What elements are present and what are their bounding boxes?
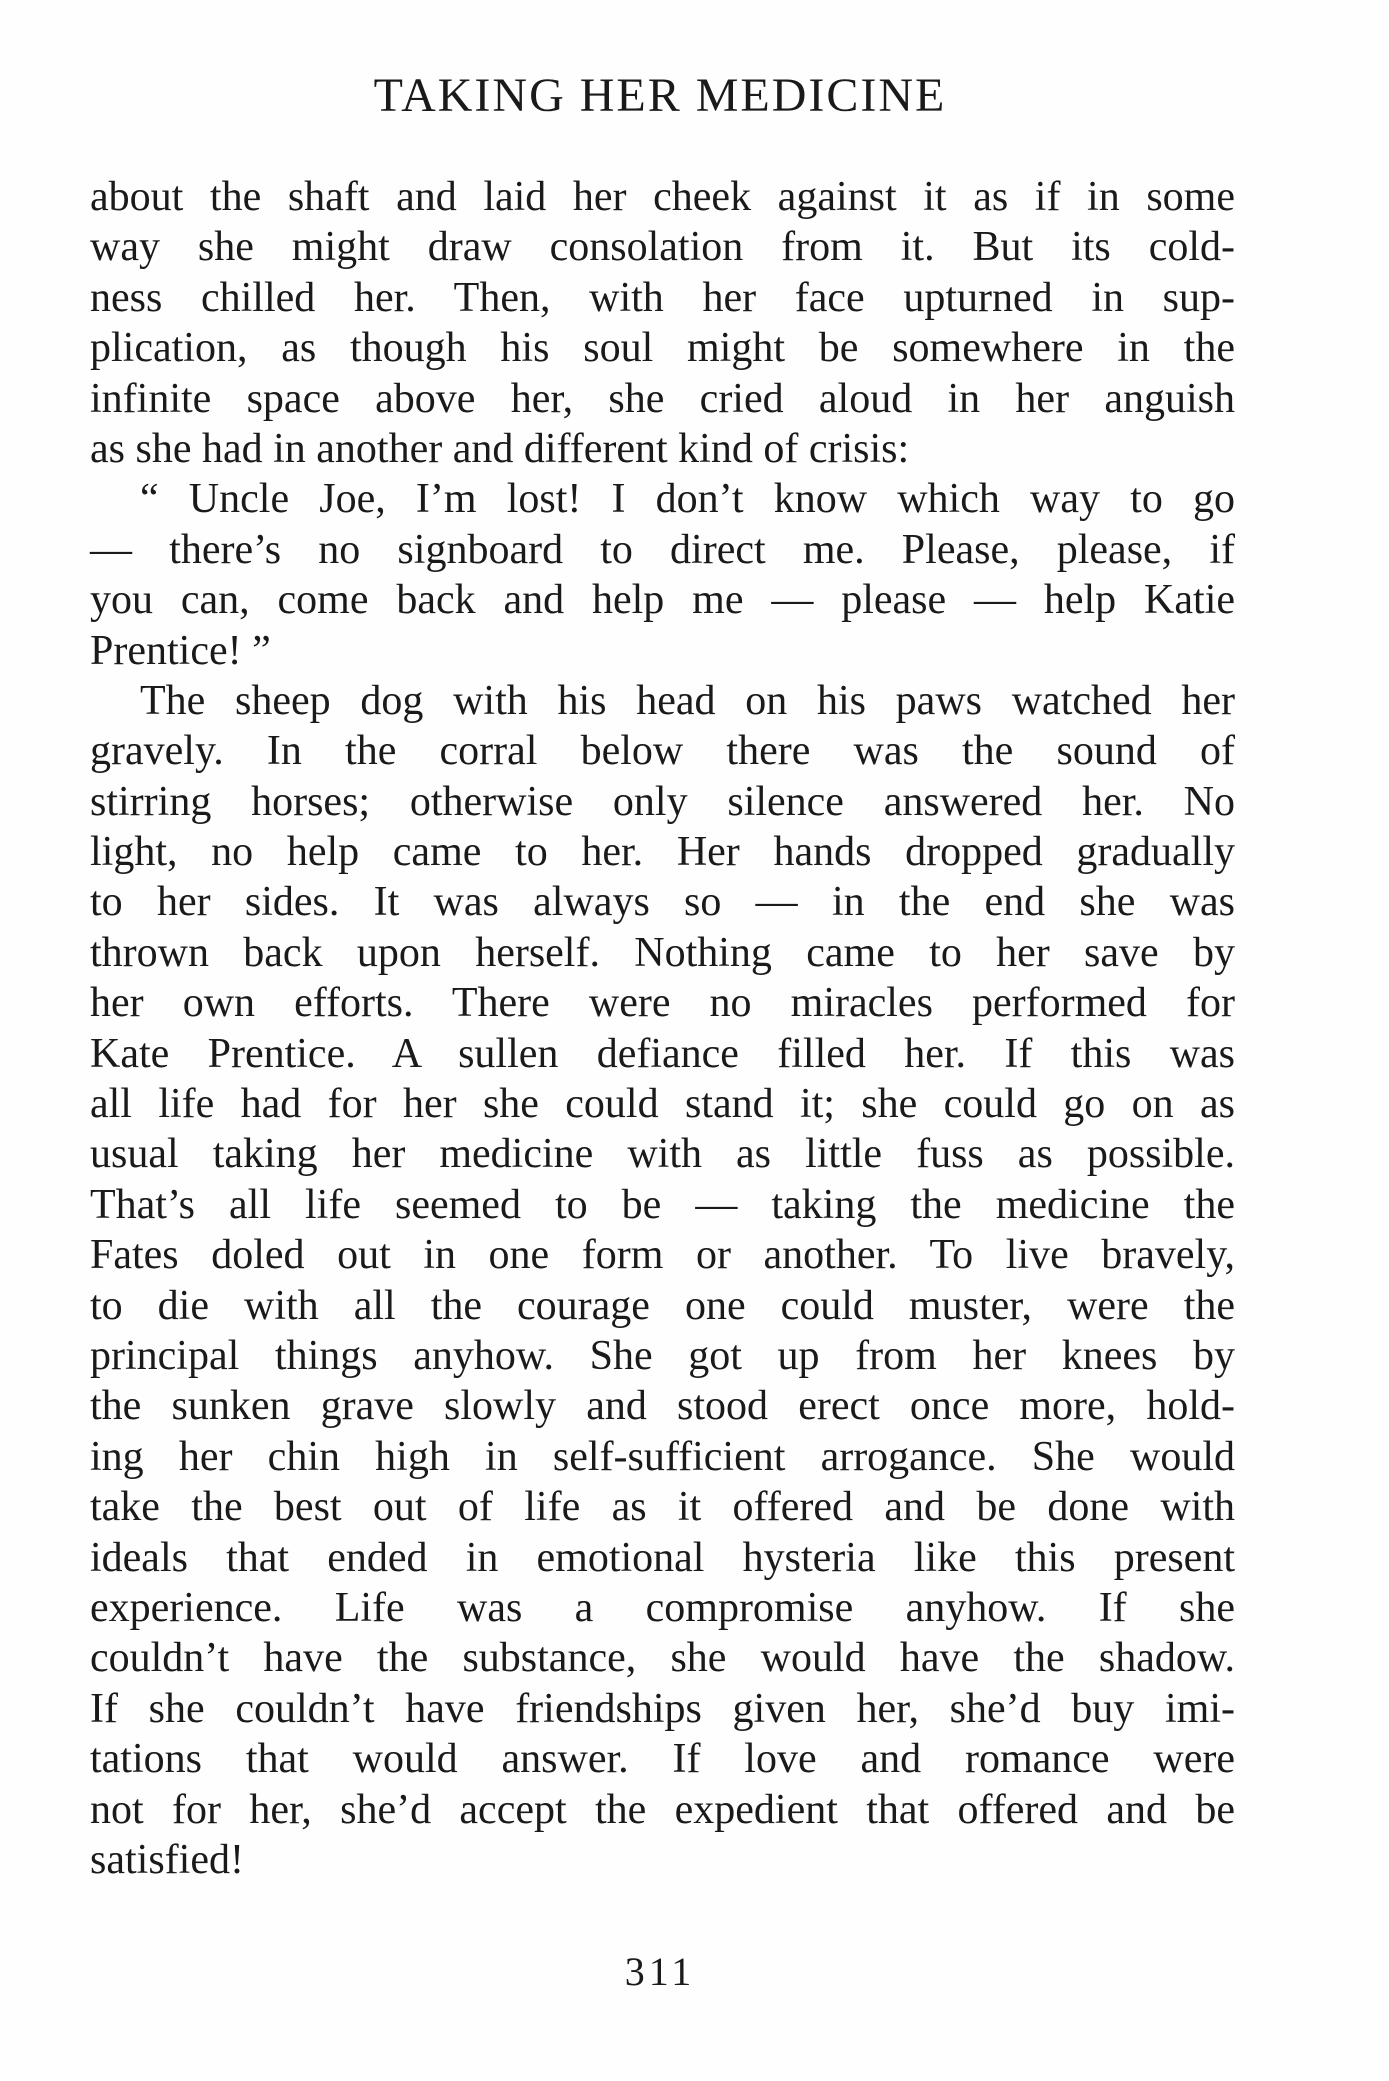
- text-line: satisfied!: [90, 1836, 244, 1883]
- text-line: usual taking her medicine with as little fuss as possible.: [90, 1131, 1235, 1178]
- text-line: thrown back upon herself. Nothing came to her save by: [90, 929, 1235, 976]
- text-line: That’s all life seemed to be — taking the medicine the: [90, 1181, 1235, 1228]
- text-line: plication, as though his soul might be somewhere in the: [90, 325, 1235, 372]
- text-line: couldn’t have the substance, she would have the shadow.: [90, 1635, 1235, 1682]
- text-line: light, no help came to her. Her hands dropped gradually: [90, 829, 1235, 876]
- text-line: to her sides. It was always so — in the end she was: [90, 879, 1235, 926]
- text-line: principal things anyhow. She got up from her knees by: [90, 1332, 1235, 1379]
- text-line: Prentice! ”: [90, 627, 271, 674]
- text-line: gravely. In the corral below there was the sound of: [90, 728, 1235, 775]
- text-line: as she had in another and different kind of crisis:: [90, 425, 910, 472]
- text-line: you can, come back and help me — please — help Katie: [90, 577, 1235, 624]
- text-line: stirring horses; otherwise only silence answered her. No: [90, 778, 1235, 825]
- text-line: ness chilled her. Then, with her face upturned in sup-: [90, 274, 1235, 321]
- text-line: ideals that ended in emotional hysteria like this present: [90, 1534, 1235, 1581]
- text-line: ing her chin high in self-sufficient arrogance. She would: [90, 1433, 1235, 1480]
- text-line: infinite space above her, she cried aloud in her anguish: [90, 375, 1235, 422]
- text-line: experience. Life was a compromise anyhow. If she: [90, 1584, 1235, 1631]
- text-line: the sunken grave slowly and stood erect once more, hold-: [90, 1383, 1235, 1430]
- body-text: [90, 172, 1235, 1885]
- text-line: to die with all the courage one could muster, were the: [90, 1282, 1235, 1329]
- text-line: take the best out of life as it offered and be done with: [90, 1484, 1235, 1531]
- text-line: — there’s no signboard to direct me. Please, please, if: [90, 526, 1235, 573]
- text-line: her own efforts. There were no miracles performed for: [90, 980, 1235, 1027]
- text-line: “ Uncle Joe, I’m lost! I don’t know which way to go: [140, 476, 1235, 523]
- text-line: way she might draw consolation from it. But its cold-: [90, 224, 1235, 271]
- running-head: TAKING HER MEDICINE: [373, 69, 947, 122]
- text-line: If she couldn’t have friendships given her, she’d buy imi-: [90, 1685, 1235, 1732]
- text-line: not for her, she’d accept the expedient that offered and be: [90, 1786, 1235, 1833]
- text-line: all life had for her she could stand it; she could go on as: [90, 1081, 1235, 1128]
- text-line: tations that would answer. If love and romance were: [90, 1736, 1235, 1783]
- text-line: The sheep dog with his head on his paws watched her: [140, 677, 1235, 724]
- text-line: Kate Prentice. A sullen defiance filled her. If this was: [90, 1030, 1235, 1077]
- page-number: 311: [624, 1949, 696, 1994]
- text-line: about the shaft and laid her cheek against it as if in some: [90, 174, 1235, 220]
- text-line: Fates doled out in one form or another. To live bravely,: [90, 1232, 1235, 1279]
